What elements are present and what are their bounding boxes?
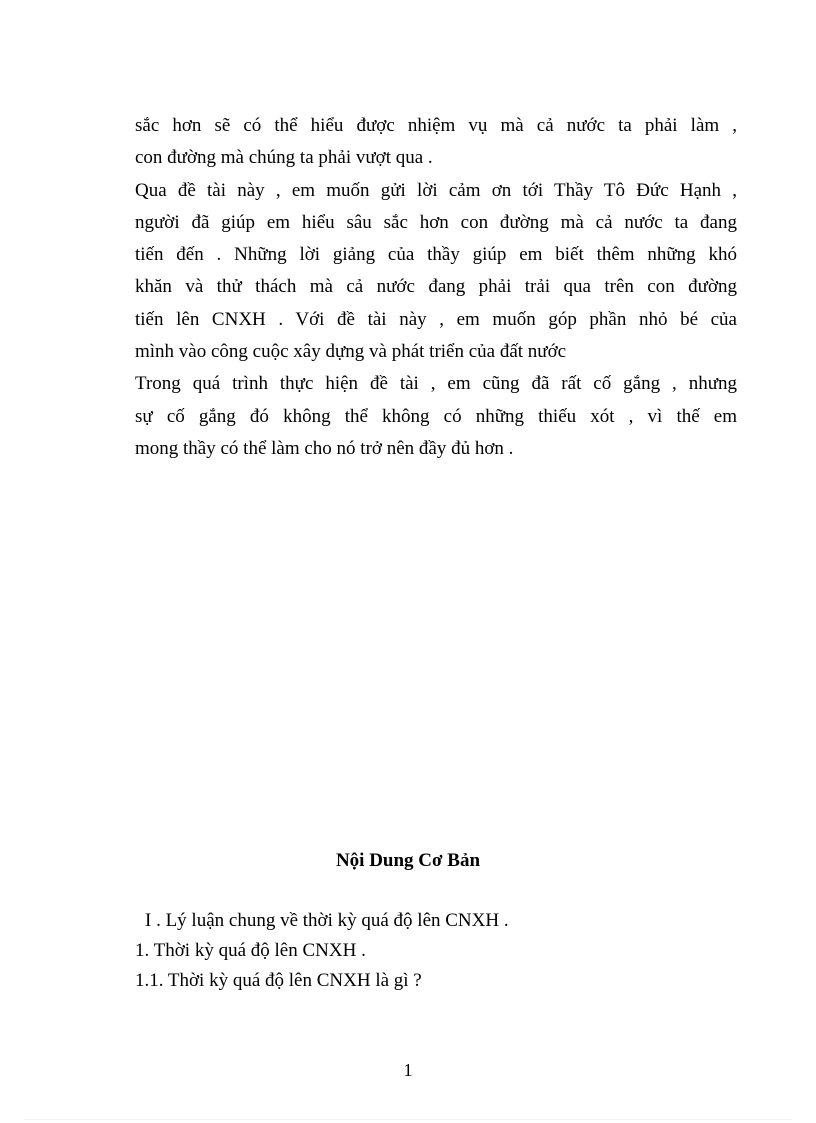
text-line: mình vào công cuộc xây dựng và phát triển của đất nước bbox=[135, 341, 567, 363]
page-number: 1 bbox=[403, 1060, 413, 1080]
page-bottom-divider bbox=[24, 1119, 792, 1120]
text-line: con đường mà chúng ta phải vượt qua . bbox=[135, 147, 433, 169]
text-line: mong thầy có thể làm cho nó trở nên đầy đủ hơn . bbox=[135, 437, 514, 459]
outline-item: I . Lý luận chung về thời kỳ quá độ lên CNXH . bbox=[145, 910, 509, 931]
text-line: người đã giúp em hiểu sâu sắc hơn con đường mà cả nước ta đang bbox=[135, 211, 737, 233]
section-title: Nội Dung Cơ Bản bbox=[335, 850, 481, 871]
text-line: khăn và thử thách mà cả nước đang phải trải qua trên con đường bbox=[135, 276, 737, 298]
outline-item: 1.1. Thời kỳ quá độ lên CNXH là gì ? bbox=[135, 970, 422, 991]
text-line: tiến đến . Những lời giảng của thầy giúp em biết thêm những khó bbox=[135, 244, 737, 266]
intro-paragraphs bbox=[135, 110, 737, 465]
text-line: tiến lên CNXH . Với đề tài này , em muốn góp phần nhỏ bé của bbox=[135, 308, 737, 330]
text-line: Trong quá trình thực hiện đề tài , em cũng đã rất cố gắng , nhưng bbox=[135, 373, 737, 395]
outline-item: 1. Thời kỳ quá độ lên CNXH . bbox=[135, 940, 366, 961]
outline-list bbox=[135, 906, 737, 996]
text-line: sắc hơn sẽ có thể hiểu được nhiệm vụ mà cả nước ta phải làm , bbox=[135, 115, 737, 136]
text-line: Qua đề tài này , em muốn gửi lời cảm ơn tới Thầy Tô Đức Hạnh , bbox=[135, 179, 737, 201]
text-line: sự cố gắng đó không thể không có những thiếu xót , vì thế em bbox=[135, 405, 737, 427]
